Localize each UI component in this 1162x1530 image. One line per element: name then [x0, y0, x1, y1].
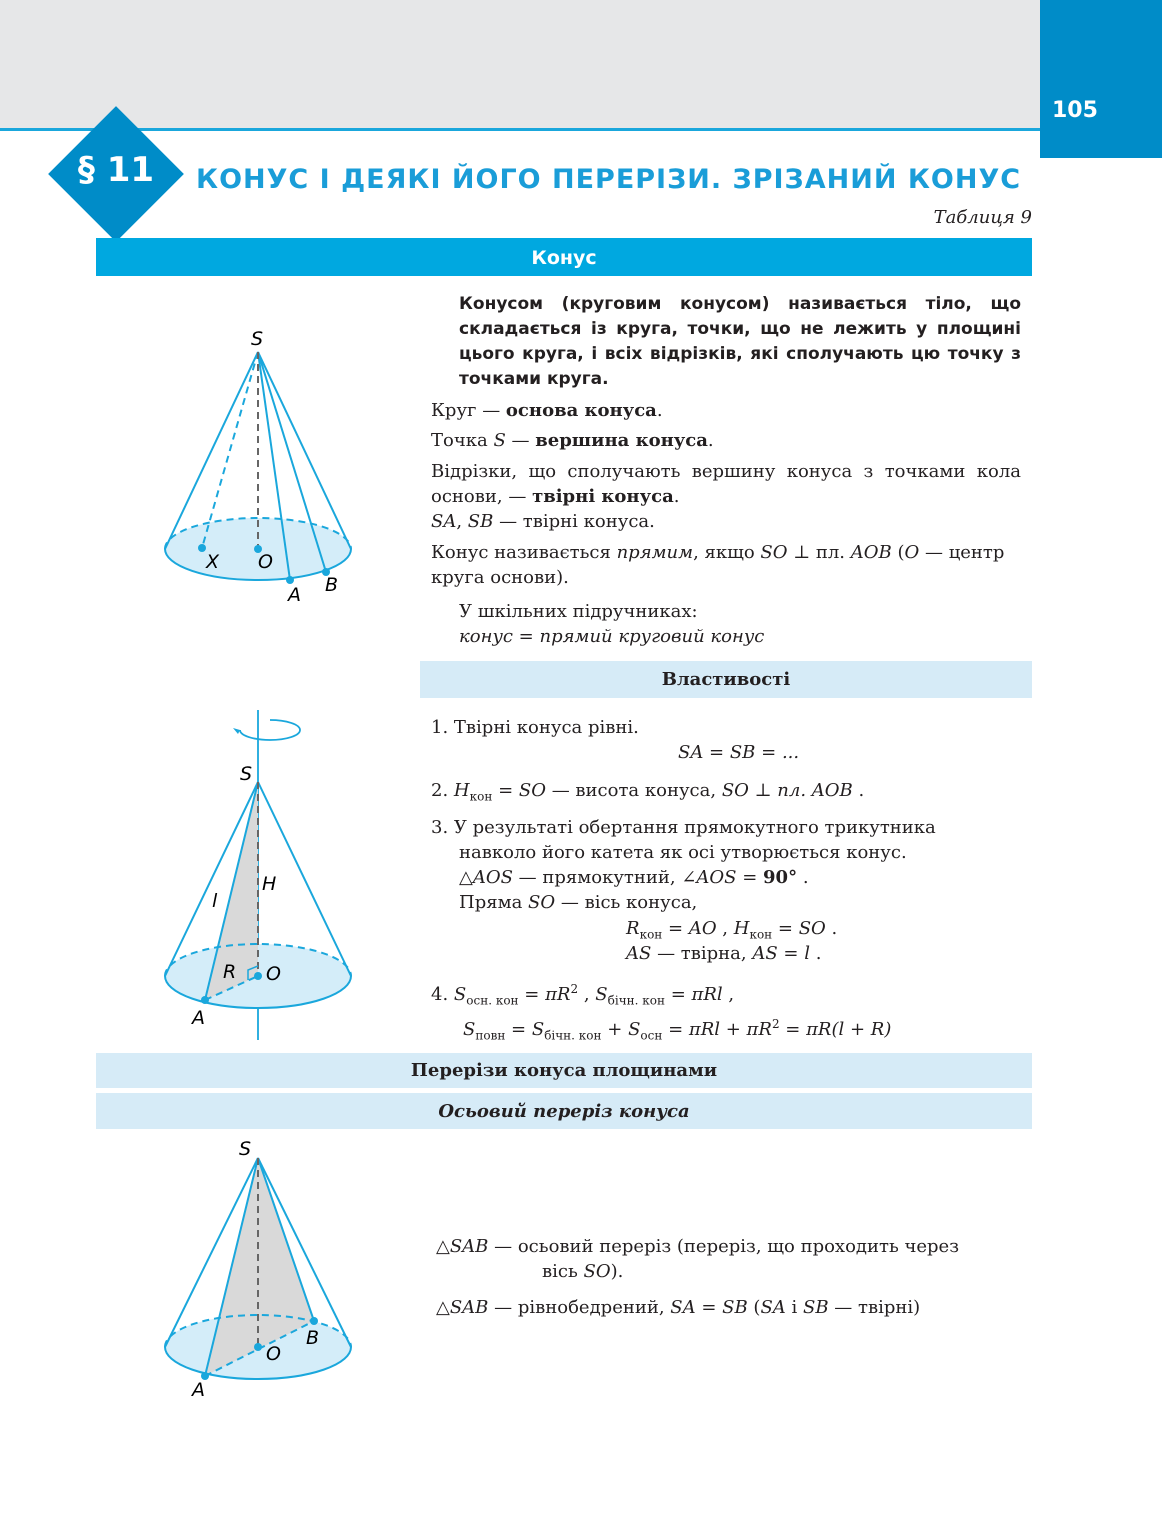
cone3-label-o: O [266, 1343, 281, 1365]
rotation-arrow-icon [240, 720, 300, 740]
property-3-line3: △AOS — прямокутний, ∠AOS = 90° . [459, 867, 809, 888]
property-4-line1: 4. $S_{осн. кон} = \pi R^2$ , $S_{бічн. кон} = \pi Rl$ , [431, 982, 735, 1008]
cone1-label-x: X [206, 551, 220, 573]
header-band [0, 0, 1040, 128]
property-3-line6: AS — твірна, AS = l . [626, 943, 822, 964]
cone3-label-a: A [192, 1379, 205, 1401]
cone2-label-r: R [223, 961, 237, 983]
axial-section-heading-bar: Осьовий переріз конуса [96, 1093, 1032, 1129]
cone1-label-o: O [258, 551, 273, 573]
school-note-line1: У шкільних підручниках: [459, 601, 698, 622]
cone-generatrix-example: SA, SB — твірні конуса. [431, 511, 655, 532]
cone-apex-line: Точка S — вершина конуса. [431, 430, 714, 451]
cone-figure-3 [150, 1134, 370, 1404]
property-3-line5: $R_{кон}$ = AO , $H_{кон}$ = SO . [626, 918, 838, 942]
property-3-line4: Пряма SO — вісь конуса, [459, 892, 698, 913]
axial-section-line2: △SAB — рівнобедрений, SA = SB (SA і SB — твірні) [436, 1297, 921, 1318]
cone1-label-a: A [288, 584, 301, 606]
cone-base-line: Круг — основа конуса. [431, 400, 663, 421]
cone1-label-b: B [325, 574, 339, 596]
page-number: 105 [1052, 98, 1098, 123]
cone-right-definition: Конус називається прямим, якщо SO ⊥ пл. AOB (O — центр круга основи). [431, 542, 1005, 588]
section-title: КОНУС І ДЕЯКІ ЙОГО ПЕРЕРІЗИ. ЗРІЗАНИЙ КОНУС [196, 164, 1022, 195]
property-1: 1. Твірні конуса рівні. [431, 717, 639, 738]
cone2-label-s: S [240, 763, 253, 785]
cone2-label-a: A [192, 1007, 205, 1029]
cone-generatrix-definition: Відрізки, що сполучають вершину конуса з точками кола основи, — твірні конуса. [431, 461, 1021, 507]
property-1-formula: SA = SB = ... [678, 742, 800, 763]
cone3-label-b: B [306, 1327, 320, 1349]
table-caption: Таблиця 9 [933, 207, 1032, 228]
cone3-label-s: S [239, 1138, 252, 1160]
cone2-label-h: H [262, 873, 277, 895]
cone-definition: Конусом (круговим конусом) називається тіло, що складається із круга, точки, що не лежить у площині цього круга, і всіх відрізків, які сполучають цю точку з точками круга. [459, 294, 1021, 389]
cone-figure-1 [150, 318, 370, 608]
property-2: 2. $H_{кон}$ = SO — висота конуса, SO ⊥ пл. AOB . [431, 780, 865, 804]
properties-heading-bar: Властивості [420, 661, 1032, 698]
cone2-label-o: O [266, 963, 281, 985]
axial-section-line1: △SAB — осьовий переріз (переріз, що проходить через [436, 1236, 960, 1257]
section-number: § 11 [77, 150, 155, 190]
property-4-line2: $S_{повн} = S_{бічн. кон} + S_{осн} = \pi Rl + \pi R^2 = \pi R(l + R)$ [463, 1017, 892, 1043]
cone-heading-bar: Конус [96, 238, 1032, 276]
cone-figure-2 [150, 706, 370, 1046]
axial-section-line1-cont: вісь SO). [542, 1261, 624, 1282]
property-3-line1: 3. У результаті обертання прямокутного трикутника [431, 817, 936, 838]
page-number-tab [1040, 0, 1162, 158]
header-rule [0, 128, 1040, 131]
school-note-line2: конус = прямий круговий конус [459, 626, 765, 647]
sections-heading-bar: Перерізи конуса площинами [96, 1053, 1032, 1088]
cone2-label-l: l [212, 890, 218, 912]
cone1-label-s: S [251, 328, 264, 350]
property-3-line2: навколо його катета як осі утворюється конус. [459, 842, 907, 863]
